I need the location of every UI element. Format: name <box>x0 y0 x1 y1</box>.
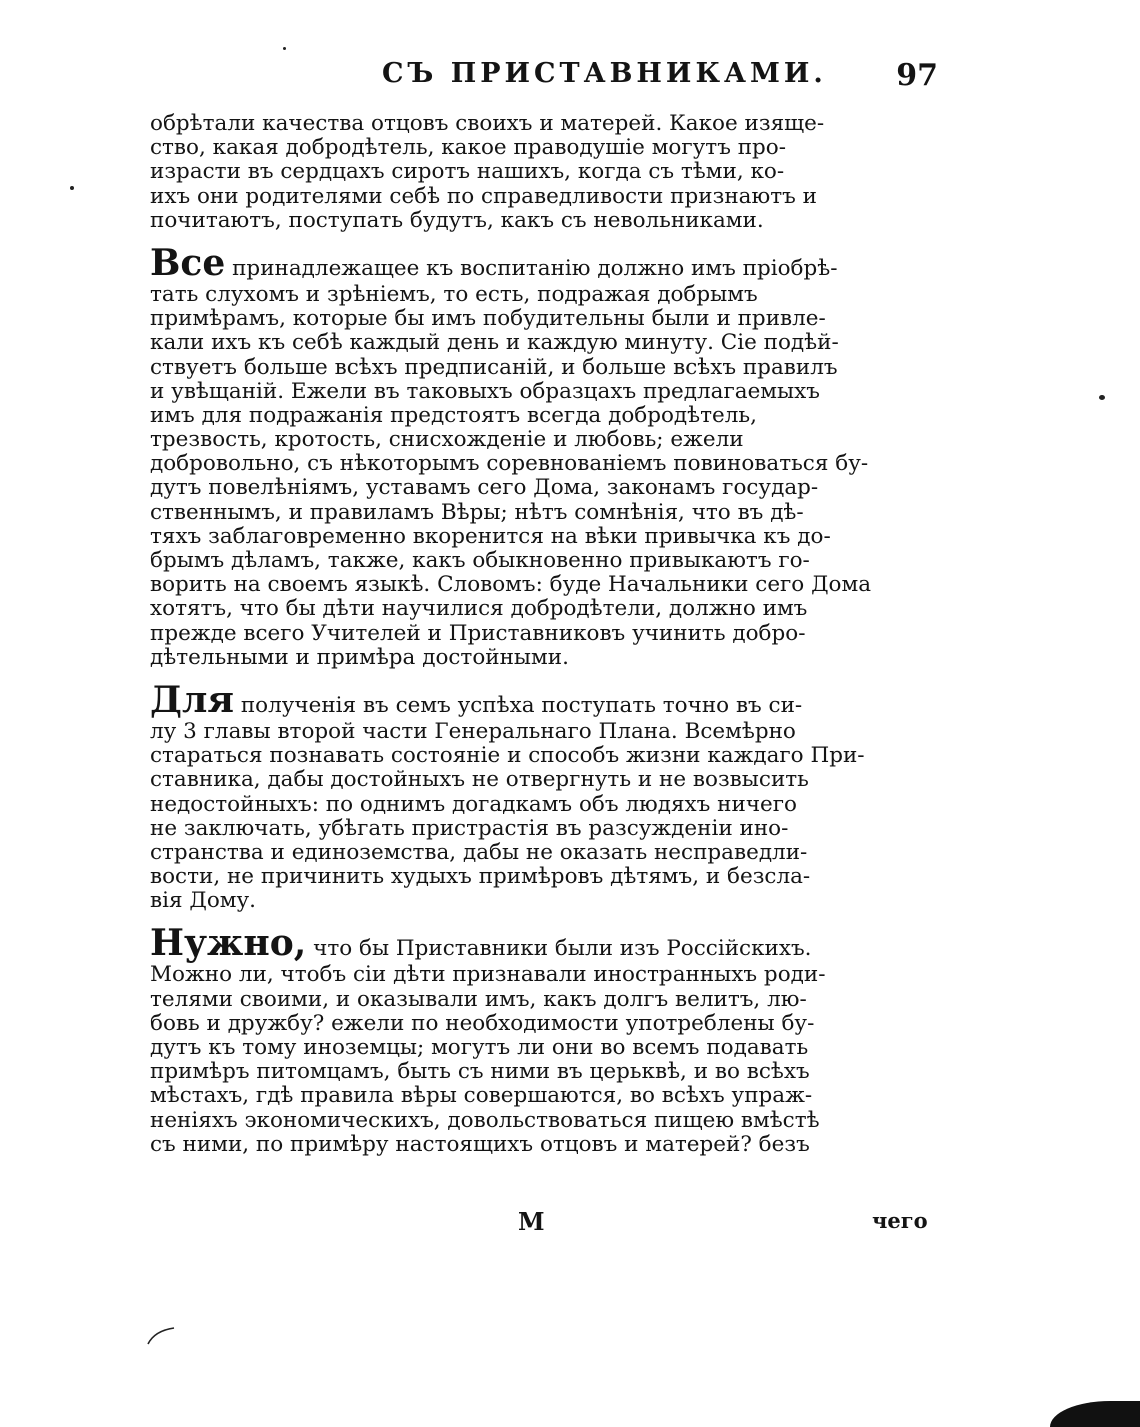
text-line: бовь и дружбу? ежели по необходимости употреблены бу- <box>150 1011 815 1036</box>
text-line: съ ними, по примѣру настоящихъ отцовъ и матерей? безъ <box>150 1132 810 1157</box>
text-line: ворить на своемъ языкѣ. Словомъ: буде Начальники сего Дома <box>150 573 872 598</box>
paragraph-drop-word: Все <box>150 242 226 283</box>
text-line: дутъ къ тому иноземцы; могутъ ли они во всемъ подавать <box>150 1036 809 1060</box>
page-header <box>150 54 940 98</box>
text-line: прежде всего Учителей и Приставниковъ учинить добро- <box>150 621 806 646</box>
signature-mark: M <box>518 1207 545 1236</box>
text-line: лу 3 главы второй части Генеральнаго Плана. Всемѣрно <box>150 719 796 744</box>
text-line: обрѣтали качества отцовъ своихъ и матерей. Какое изяще- <box>150 112 825 136</box>
text-line: недостойныхъ: по однимъ догадкамъ объ людяхъ ничего <box>150 792 797 817</box>
text-line: Можно ли, чтобъ сіи дѣти признавали иностранныхъ роди- <box>150 963 826 988</box>
ink-speck <box>283 47 286 50</box>
text-line: тяхъ заблаговременно вкоренится на вѣки привычка къ до- <box>150 524 831 549</box>
text-line: и увѣщаній. Ежели въ таковыхъ образцахъ предлагаемыхъ <box>150 379 820 404</box>
paragraph-1 <box>150 112 940 233</box>
text-line: ство, какая добродѣтель, какое праводушіе могутъ про- <box>150 136 787 161</box>
text-line: вія Дому. <box>150 889 257 914</box>
text-line: ственнымъ, и правиламъ Вѣры; нѣтъ сомнѣнія, что въ дѣ- <box>150 500 804 525</box>
pen-stroke-mark <box>146 1326 176 1346</box>
text-line: почитаютъ, поступать будутъ, какъ съ невольниками. <box>150 208 764 233</box>
first-line-text: принадлежащее къ воспитанію должно имъ пріобрѣ- <box>225 255 838 281</box>
paragraph-drop-word: Для <box>150 679 234 720</box>
text-line: добровольно, съ нѣкоторымъ соревнованіемъ повиноваться бу- <box>150 452 869 477</box>
text-line: мѣстахъ, гдѣ правила вѣры совершаются, во всѣхъ упраж- <box>150 1084 813 1109</box>
text-line: ствуетъ больше всѣхъ предписаній, и больше всѣхъ правилъ <box>150 355 838 380</box>
running-head: СЪ ПРИСТАВНИКАМИ. <box>382 58 827 89</box>
first-line-text: полученія въ семъ успѣха поступать точно въ си- <box>234 692 803 718</box>
text-line: дѣтельными и примѣра достойными. <box>150 645 569 670</box>
first-line-text: что бы Приставники были изъ Россійскихъ. <box>306 936 812 962</box>
catchword: чего <box>872 1208 928 1233</box>
text-line: не заключать, убѣгать пристрастія въ разсужденіи ино- <box>150 816 789 841</box>
paragraph-3 <box>150 680 940 914</box>
text-line: хотятъ, что бы дѣти научилися добродѣтели, должно имъ <box>150 597 808 622</box>
paragraph-2 <box>150 243 940 670</box>
page-edge-shadow <box>1050 1401 1140 1427</box>
text-line: примѣръ питомцамъ, быть съ ними въ церьквѣ, и во всѣхъ <box>150 1060 810 1085</box>
text-line: стараться познавать состояніе и способъ жизни каждаго При- <box>150 744 865 769</box>
body-text <box>150 112 940 1157</box>
text-line: кали ихъ къ себѣ каждый день и каждую минуту. Сіе подѣй- <box>150 331 839 356</box>
text-line: брымъ дѣламъ, также, какъ обыкновенно привыкаютъ го- <box>150 549 810 573</box>
text-line: неніяхъ экономическихъ, довольствоваться пищею вмѣстѣ <box>150 1108 820 1133</box>
paragraph-4 <box>150 923 940 1157</box>
ink-speck <box>1099 395 1105 400</box>
text-line: ставника, дабы достойныхъ не отвергнуть и не возвысить <box>150 768 809 793</box>
text-line: странства и единоземства, дабы не оказать несправедли- <box>150 840 808 865</box>
text-line: вости, не причинить худыхъ примѣровъ дѣтямъ, и безсла- <box>150 865 811 890</box>
paragraph-drop-word: Нужно, <box>150 923 307 964</box>
paragraph-first-line <box>150 680 940 720</box>
text-line: израсти въ сердцахъ сиротъ нашихъ, когда съ тѣми, ко- <box>150 160 785 185</box>
text-line: ихъ они родителями себѣ по справедливости признаютъ и <box>150 184 817 209</box>
text-line: телями своими, и оказывали имъ, какъ долгъ велитъ, лю- <box>150 987 807 1012</box>
ink-speck <box>70 186 74 190</box>
page-number: 97 <box>896 58 938 93</box>
text-line: тать слухомъ и зрѣніемъ, то есть, подражая добрымъ <box>150 282 758 307</box>
text-line: примѣрамъ, которые бы имъ побудительны были и привле- <box>150 307 826 332</box>
text-line: дутъ повелѣніямъ, уставамъ сего Дома, законамъ государ- <box>150 476 819 501</box>
paragraph-first-line <box>150 243 940 283</box>
text-line: имъ для подражанія предстоятъ всегда добродѣтель, <box>150 403 757 428</box>
text-line: трезвость, кротость, снисхожденіе и любовь; ежели <box>150 428 744 453</box>
paragraph-first-line <box>150 923 940 963</box>
